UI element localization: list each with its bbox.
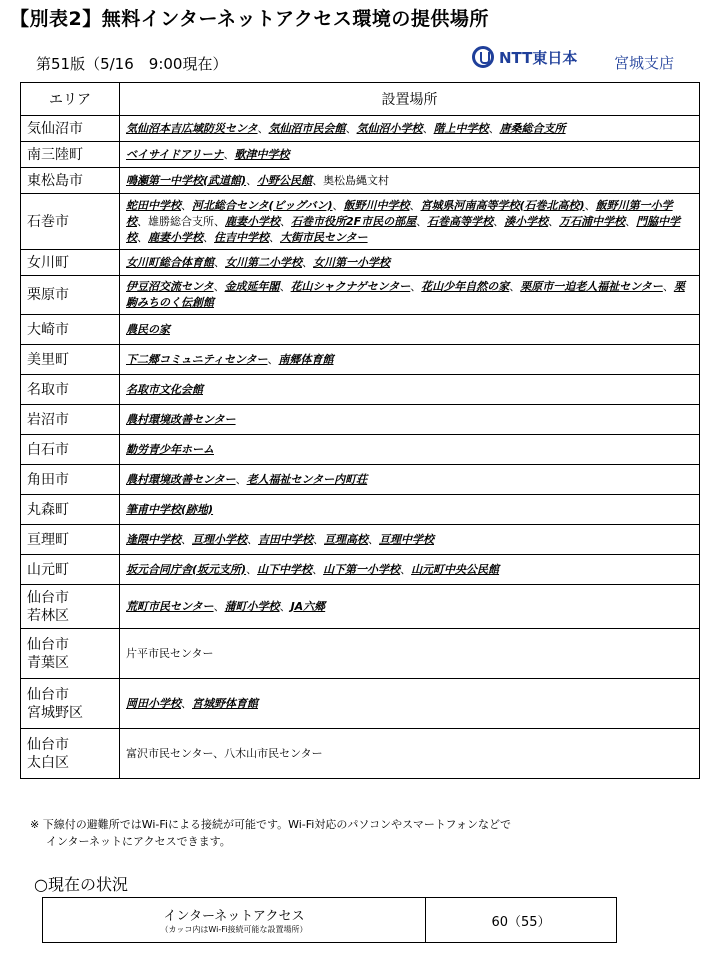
wifi-location: 歌津中学校 — [234, 147, 290, 161]
separator: 、 — [280, 214, 291, 228]
area-cell — [21, 525, 120, 555]
area-name: 仙台市 — [27, 589, 69, 606]
table-row — [21, 168, 700, 194]
edition-label: 第51版（5/16 9:00現在） — [36, 55, 228, 73]
area-name: 丸森町 — [27, 501, 69, 518]
footnote — [30, 816, 511, 850]
wifi-location: 小野公民館 — [257, 173, 313, 187]
separator: 、 — [345, 121, 357, 135]
separator: 、 — [313, 532, 324, 546]
wifi-location: 岡田小学校 — [126, 696, 181, 710]
area-name: 石巻市 — [27, 213, 69, 230]
separator: 、 — [137, 214, 148, 228]
area-name: 女川町 — [27, 254, 69, 271]
wifi-location: 湊小学校 — [504, 214, 549, 228]
table-row — [21, 276, 700, 315]
wifi-location: 逢隈中学校 — [126, 532, 181, 546]
wifi-location: 石巻市役所2F市民の部屋 — [291, 214, 417, 228]
separator: 、 — [493, 214, 505, 228]
table-row — [21, 555, 700, 585]
wifi-location: 山下中学校 — [257, 562, 313, 576]
separator: 、 — [223, 147, 235, 161]
separator: 、 — [548, 214, 560, 228]
area-cell — [21, 315, 120, 345]
wifi-location: 女川町総合体育館 — [126, 255, 214, 269]
wifi-location: 鳴瀬第一中学校(武道館) — [126, 173, 247, 187]
logo-text: NTT東日本 — [499, 48, 578, 67]
table-row — [21, 465, 700, 495]
places-cell — [120, 679, 700, 729]
separator: 、 — [332, 198, 344, 212]
separator: 、 — [269, 230, 280, 244]
separator: 、 — [312, 173, 324, 187]
wifi-location: 河北総合センタ(ビッグバン) — [192, 198, 333, 212]
wifi-location: 蛇田中学校 — [126, 198, 181, 212]
area-name: 仙台市 — [27, 636, 69, 653]
places-cell — [120, 465, 700, 495]
wifi-location: 老人福祉センター内町荘 — [246, 472, 368, 486]
area-cell — [21, 465, 120, 495]
area-name: 太白区 — [27, 754, 69, 771]
page-title: 【別表2】無料インターネットアクセス環境の提供場所 — [10, 8, 489, 30]
area-name: 栗原市 — [27, 287, 69, 303]
area-name: 岩沼市 — [27, 411, 69, 428]
locations-table — [20, 82, 700, 779]
separator: 、 — [246, 173, 258, 187]
places-cell — [120, 168, 700, 194]
wifi-location: 唐桑総合支所 — [499, 121, 566, 135]
area-name: 仙台市 — [27, 736, 69, 753]
area-cell — [21, 729, 120, 779]
table-row — [21, 194, 700, 250]
places-cell — [120, 435, 700, 465]
places-cell — [120, 315, 700, 345]
footnote-line-1: ※ 下線付の避難所ではWi-Fiによる接続が可能です。Wi-Fi対応のパソコンやスマートフォンなどで — [30, 818, 511, 831]
area-cell — [21, 276, 120, 315]
separator: 、 — [214, 255, 225, 269]
wifi-location: 亘理高校 — [324, 532, 368, 546]
wifi-location: 下二郷コミュニティセンター — [126, 352, 268, 366]
wifi-location: 金成延年閣 — [224, 280, 280, 293]
separator: 、 — [509, 280, 521, 293]
status-heading: ○現在の状況 — [34, 875, 128, 894]
wifi-location: JA六郷 — [290, 599, 326, 613]
table-row — [21, 405, 700, 435]
wifi-location: 気仙沼小学校 — [356, 121, 423, 135]
wifi-location: 気仙沼本吉広域防災センタ — [126, 121, 258, 135]
area-name: 角田市 — [27, 471, 69, 488]
wifi-location: 筆甫中学校(跡地) — [126, 502, 214, 516]
wifi-location: 勤労青少年ホーム — [126, 442, 214, 456]
places-cell — [120, 495, 700, 525]
ntt-logo-icon — [472, 46, 494, 68]
area-cell — [21, 585, 120, 629]
area-cell — [21, 250, 120, 276]
area-name: 美里町 — [27, 351, 69, 368]
separator: 、 — [279, 280, 291, 293]
area-name: 東松島市 — [27, 172, 83, 189]
area-name: 名取市 — [27, 381, 69, 398]
separator: 、 — [257, 121, 269, 135]
places-cell — [120, 276, 700, 315]
table-row — [21, 375, 700, 405]
ntt-logo — [472, 46, 577, 68]
places-cell — [120, 525, 700, 555]
separator: 、 — [410, 280, 422, 293]
status-table — [42, 897, 617, 943]
separator: 、 — [625, 214, 637, 228]
wifi-location: ベイサイドアリーナ — [126, 147, 224, 161]
area-cell — [21, 629, 120, 679]
area-name: 亘理町 — [27, 531, 69, 548]
table-row — [21, 315, 700, 345]
location: 富沢市民センター — [126, 746, 214, 760]
places-cell — [120, 194, 700, 250]
wifi-location: 階上中学校 — [433, 121, 489, 135]
separator: 、 — [181, 198, 192, 212]
table-row — [21, 250, 700, 276]
table-row — [21, 679, 700, 729]
area-name: 山元町 — [27, 561, 69, 578]
places-cell — [120, 585, 700, 629]
location: 奥松島縄文村 — [323, 173, 390, 187]
area-name: 若林区 — [27, 607, 69, 624]
wifi-location: 宮城野体育館 — [192, 696, 258, 710]
separator: 、 — [279, 599, 291, 613]
area-name: 宮城野区 — [27, 704, 83, 721]
area-cell — [21, 142, 120, 168]
places-cell — [120, 555, 700, 585]
area-cell — [21, 679, 120, 729]
wifi-location: 花山少年自然の家 — [421, 280, 510, 293]
wifi-location: 大街市民センター — [280, 230, 368, 244]
wifi-location: 南郷体育館 — [278, 352, 334, 366]
status-row — [43, 898, 617, 943]
separator: 、 — [584, 198, 596, 212]
area-cell — [21, 435, 120, 465]
places-cell — [120, 375, 700, 405]
places-cell — [120, 116, 700, 142]
places-cell — [120, 729, 700, 779]
branch-name: 宮城支店 — [614, 54, 675, 72]
places-cell — [120, 345, 700, 375]
separator: 、 — [312, 562, 324, 576]
wifi-location: 亘理中学校 — [379, 532, 434, 546]
separator: 、 — [409, 198, 421, 212]
location: 八木山市民センター — [224, 746, 323, 760]
wifi-location: 宮城県河南高等学校(石巻北高校) — [420, 198, 585, 212]
wifi-location: 住吉中学校 — [214, 230, 269, 244]
wifi-location: 農村環境改善センター — [126, 472, 236, 486]
table-row — [21, 345, 700, 375]
separator: 、 — [267, 352, 279, 366]
area-cell — [21, 116, 120, 142]
places-cell — [120, 405, 700, 435]
separator: 、 — [416, 214, 428, 228]
table-row — [21, 585, 700, 629]
area-cell — [21, 345, 120, 375]
area-cell — [21, 168, 120, 194]
separator: 、 — [213, 599, 225, 613]
places-cell — [120, 250, 700, 276]
footnote-line-2: インターネットにアクセスできます。 — [46, 835, 231, 848]
wifi-location: 栗原市一迫老人福祉センター — [520, 280, 663, 293]
table-row — [21, 116, 700, 142]
area-cell — [21, 495, 120, 525]
separator: 、 — [247, 532, 258, 546]
separator: 、 — [422, 121, 434, 135]
area-name: 南三陸町 — [27, 146, 83, 163]
separator: 、 — [302, 255, 313, 269]
table-row — [21, 435, 700, 465]
wifi-location: 亘理小学校 — [192, 532, 247, 546]
wifi-location: 吉田中学校 — [258, 532, 313, 546]
status-sublabel: （カッコ内はWi-Fi接続可能な設置場所） — [160, 925, 308, 934]
location: 片平市民センター — [126, 646, 214, 660]
wifi-location: 蒲町小学校 — [224, 599, 280, 613]
wifi-location: 栗駒みちのく伝創館 — [126, 280, 685, 309]
table-row — [21, 729, 700, 779]
separator: 、 — [203, 230, 214, 244]
wifi-location: 鹿妻小学校 — [225, 214, 280, 228]
wifi-location: 女川第一小学校 — [313, 255, 390, 269]
col-area-header: エリア — [21, 83, 120, 116]
separator: 、 — [137, 230, 148, 244]
table-row — [21, 495, 700, 525]
status-value: 60（55） — [426, 898, 617, 943]
wifi-location: 石巻高等学校 — [427, 214, 494, 228]
area-name: 気仙沼市 — [27, 120, 83, 137]
wifi-location: 飯野川第一小学校 — [126, 198, 673, 228]
wifi-location: 農村環境改善センター — [126, 412, 236, 426]
separator: 、 — [662, 280, 674, 293]
separator: 、 — [181, 696, 192, 710]
wifi-location: 坂元合同庁舎(坂元支所) — [126, 562, 247, 576]
separator: 、 — [400, 562, 412, 576]
wifi-location: 名取市文化会館 — [126, 382, 203, 396]
wifi-location: 気仙沼市民会館 — [268, 121, 346, 135]
wifi-location: 伊豆沼交流センタ — [126, 280, 214, 293]
wifi-location: 女川第二小学校 — [225, 255, 302, 269]
area-cell — [21, 194, 120, 250]
table-row — [21, 629, 700, 679]
places-cell — [120, 629, 700, 679]
wifi-location: 門脇中学校 — [126, 214, 681, 244]
separator: 、 — [181, 532, 192, 546]
wifi-location: 花山シャクナゲセンター — [290, 280, 411, 293]
area-name: 白石市 — [27, 441, 69, 458]
status-label-cell — [43, 898, 426, 943]
table-row — [21, 525, 700, 555]
area-name: 大崎市 — [27, 321, 69, 338]
places-cell — [120, 142, 700, 168]
wifi-location: 万石浦中学校 — [559, 214, 626, 228]
area-name: 仙台市 — [27, 686, 69, 703]
status-label: インターネットアクセス — [163, 909, 305, 924]
wifi-location: 飯野川中学校 — [343, 198, 410, 212]
wifi-location: 農民の家 — [126, 322, 170, 336]
area-cell — [21, 405, 120, 435]
separator: 、 — [213, 280, 225, 293]
area-name: 青葉区 — [27, 654, 69, 671]
wifi-location: 鹿妻小学校 — [148, 230, 203, 244]
separator: 、 — [368, 532, 379, 546]
separator: 、 — [488, 121, 500, 135]
separator: 、 — [235, 472, 247, 486]
wifi-location: 山下第一小学校 — [323, 562, 401, 576]
separator: 、 — [214, 214, 225, 228]
wifi-location: 山元町中央公民館 — [411, 562, 500, 576]
table-row — [21, 142, 700, 168]
location: 雄勝総合支所 — [148, 214, 214, 228]
separator: 、 — [246, 562, 258, 576]
area-cell — [21, 555, 120, 585]
col-place-header: 設置場所 — [120, 83, 700, 116]
table-header-row — [21, 83, 700, 116]
separator: 、 — [213, 746, 225, 760]
area-cell — [21, 375, 120, 405]
wifi-location: 荒町市民センター — [126, 599, 214, 613]
